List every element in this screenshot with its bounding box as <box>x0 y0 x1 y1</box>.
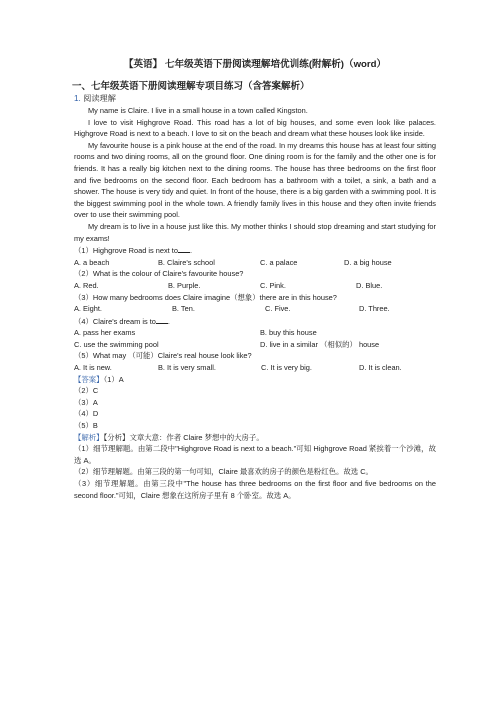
answer-label: 【答案】 <box>74 374 104 384</box>
analysis-item: （1）细节理解题。由第二段中"Highgrove Road is next to a beach."可知 Highgrove Road 紧挨着一个沙滩，故选 A。 <box>74 444 436 465</box>
option-a: A. Red. <box>74 280 99 290</box>
question-3-options <box>74 303 436 315</box>
stem-text: （1）Highgrove Road is next to <box>74 246 178 256</box>
answer-line <box>74 374 436 386</box>
option-c: C. a palace <box>260 257 298 267</box>
option-d: D. Blue. <box>356 280 383 290</box>
analysis-line <box>74 432 436 444</box>
option-a: A. pass her exams <box>74 328 136 338</box>
stem-end: . <box>167 316 170 326</box>
question-4-stem <box>74 315 436 328</box>
option-d: D. Three. <box>359 304 390 314</box>
passage-paragraph: My name is Claire. I live in a small house in a town called Kingston. <box>88 106 308 115</box>
question-label: 阅读理解 <box>83 94 116 103</box>
question-2-options <box>74 280 436 292</box>
question-number: 1. <box>74 94 81 103</box>
option-b: B. Claire's school <box>158 257 215 267</box>
option-a: A. It is new. <box>74 363 112 373</box>
question-5-stem: （5）What may （可能）Claire's real house look like? <box>74 351 252 361</box>
option-c: C. Pink. <box>260 280 286 290</box>
section-heading: 一、七年级英语下册阅读理解专项目练习（含答案解析） <box>72 81 310 92</box>
passage-paragraph: I love to visit Highgrove Road. This road has a lot of big houses, and some even look like palaces. Highgrove Road is next to a beach. I love to sit on the beach and dream what these houses look like inside. <box>74 117 436 139</box>
document-title: 【英语】 七年级英语下册阅读理解培优训练(附解析)（word） <box>123 59 387 70</box>
stem-end: . <box>189 246 192 256</box>
question-4-options-row2 <box>74 339 436 351</box>
question-1-options <box>74 257 436 269</box>
option-b: B. buy this house <box>260 328 317 338</box>
question-heading <box>74 93 436 105</box>
option-d: D. a big house <box>344 257 392 267</box>
answer-3: （3）A <box>74 397 98 407</box>
analysis-label: 【解析】 <box>74 432 104 442</box>
option-b: B. It is very small. <box>158 363 216 373</box>
passage-paragraph: My favourite house is a pink house at the end of the road. In my dreams this house has at least four sitting rooms and two dining rooms, all on the ground floor. One dining room is for the family and the other one is for friends. It has a really big kitchen next to the dining rooms. The house has three bedrooms on the first floor and five bedrooms on the second floor. Each bedroom has a bathroom with a toilet, a sink, a bath and a shower. The house is very tidy and quiet. In front of the house, there is a big garden with a swimming pool. It is the biggest swimming pool in the whole town. A friendly family lives in this house and they often invite friends over to use their swimming pool. <box>74 140 436 220</box>
option-c: C. It is very big. <box>261 363 312 373</box>
question-3-stem: （3）How many bedrooms does Claire imagine（想象）there are in this house? <box>74 292 337 302</box>
answer-blank <box>156 315 168 324</box>
question-1-stem <box>74 244 436 257</box>
option-a: A. Eight. <box>74 304 102 314</box>
question-2-stem: （2）What is the colour of Claire's favourite house? <box>74 269 244 279</box>
option-b: B. Purple. <box>168 280 201 290</box>
analysis-item: （2）细节理解题。由第三段的第一句可知，Claire 最喜欢的房子的颜色是粉红色。故选 C。 <box>74 467 373 477</box>
stem-text: （4）Claire's dream is to <box>74 316 156 326</box>
answer-2: （2）C <box>74 386 99 396</box>
analysis-item: （3）细节理解题。由第三段中"The house has three bedrooms on the first floor and five bedrooms on the second floor."可知，Claire 想象在这所房子里有 8 个卧室。故选 A。 <box>74 479 436 500</box>
question-4-options <box>74 327 436 339</box>
option-a: A. a beach <box>74 257 110 267</box>
answer-4: （4）D <box>74 409 99 419</box>
document-page <box>74 58 436 501</box>
question-5-options <box>74 362 436 374</box>
option-d: D. live in a similar （相似的） house <box>260 339 380 349</box>
option-d: D. It is clean. <box>359 363 402 373</box>
passage-paragraph: My dream is to live in a house just like this. My mother thinks I should stop dreaming and start studying for my exams! <box>74 221 436 243</box>
answer-5: （5）B <box>74 421 98 431</box>
option-c: C. use the swimming pool <box>74 339 159 349</box>
analysis-intro: 【分析】文章大意：作者 Claire 梦想中的大房子。 <box>103 432 264 442</box>
option-b: B. Ten. <box>172 304 195 314</box>
answer-blank <box>178 244 192 256</box>
option-c: C. Five. <box>265 304 291 314</box>
answer-1: （1）A <box>103 374 124 384</box>
